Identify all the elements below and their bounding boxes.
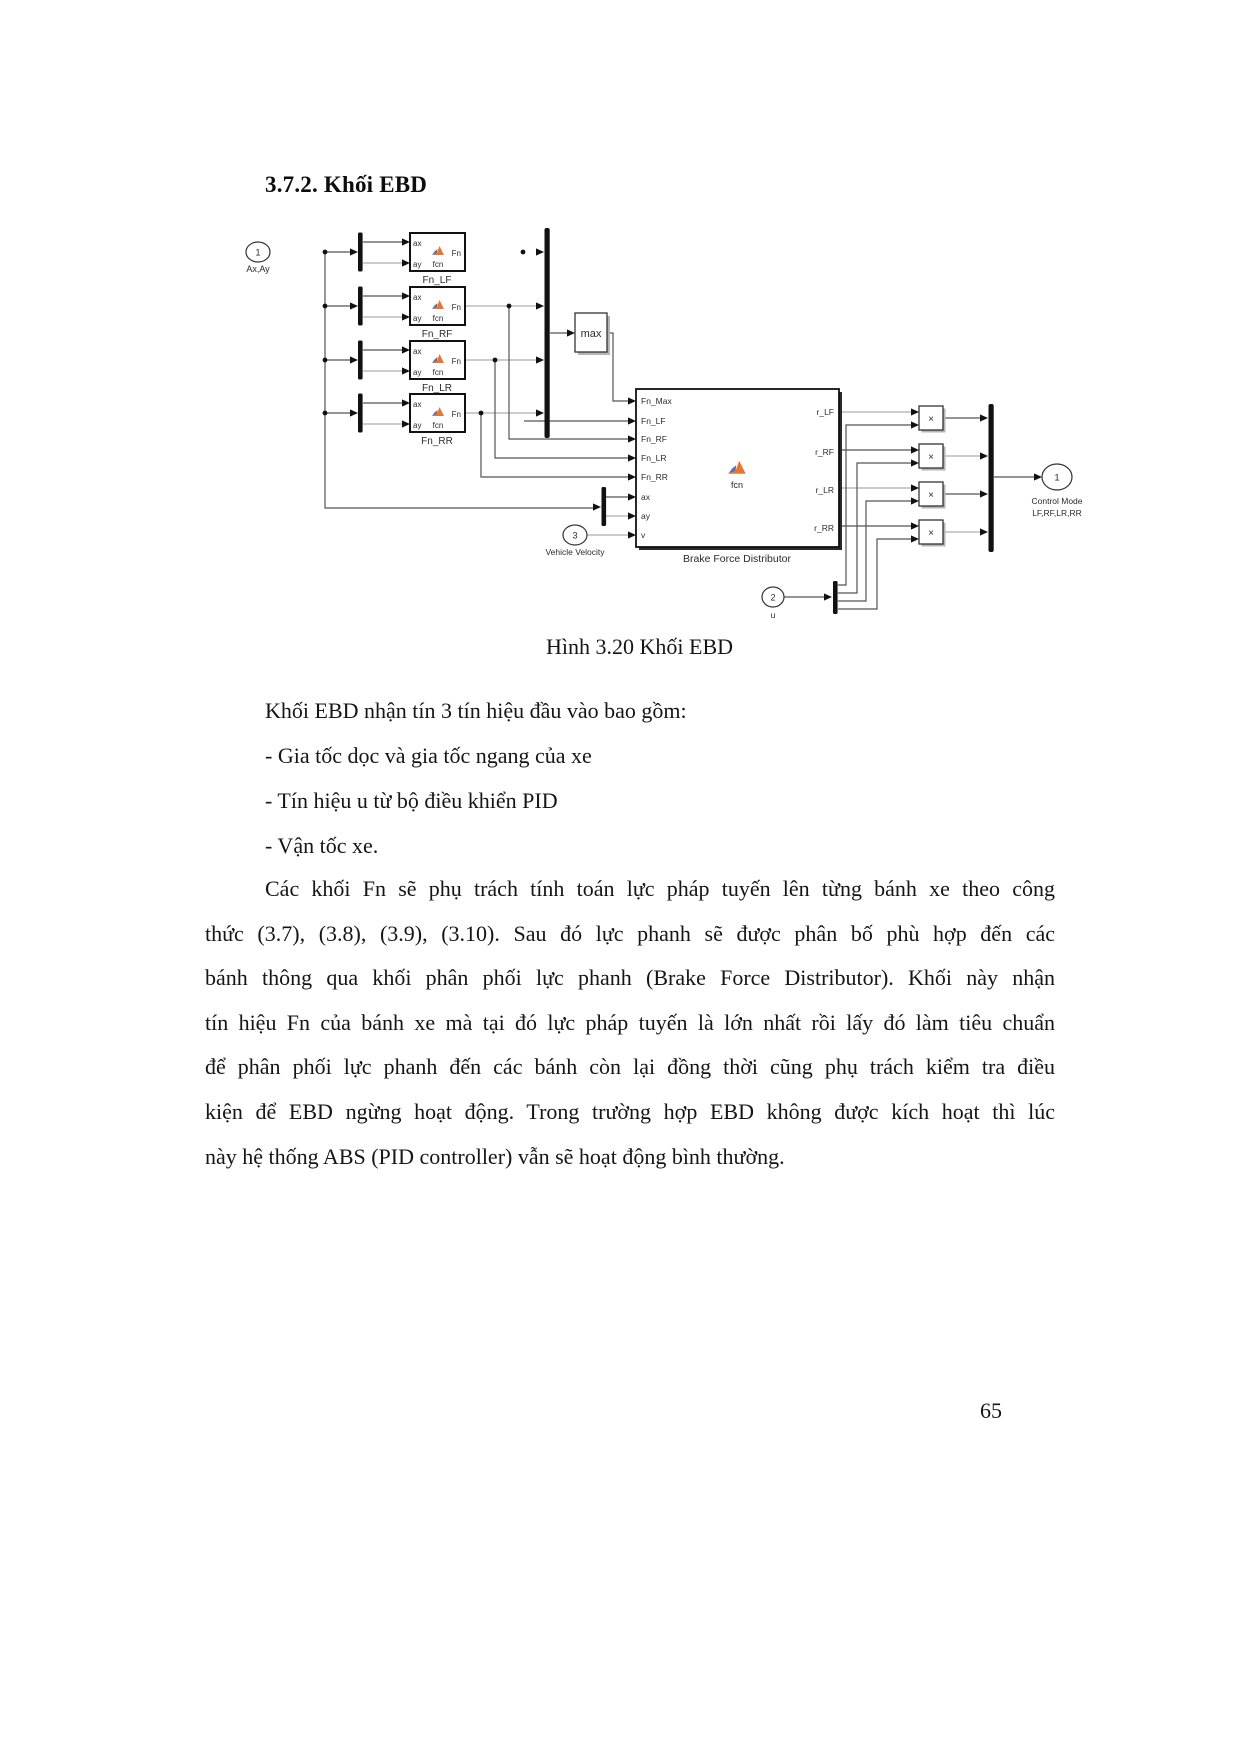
fcn-label: fcn <box>730 480 744 490</box>
fn-port-label: ay <box>413 260 422 269</box>
multiply-block <box>919 520 946 547</box>
multiply-label: × <box>928 452 934 463</box>
intro-block <box>205 688 1055 868</box>
fn-block-label: Fn_RR <box>421 436 453 447</box>
multiply-block <box>919 482 946 509</box>
fn-port-label: ax <box>413 347 422 356</box>
fn-lr-block <box>410 341 465 394</box>
bullet-line: - Vận tốc xe. <box>265 833 379 858</box>
bfd-output-label: r_RF <box>815 447 834 457</box>
demux-bars <box>358 233 363 433</box>
fn-rr-block <box>410 394 465 447</box>
main-paragraph <box>205 867 1055 1179</box>
outport1-label-line2: LF,RF,LR,RR <box>1032 508 1082 518</box>
paragraph-line: Khối EBD nhận tín 3 tín hiệu đầu vào bao gồm: <box>265 698 687 723</box>
inport3-label: Vehicle Velocity <box>545 547 605 557</box>
fcn-label: fcn <box>432 314 444 323</box>
fn-port-label: ax <box>413 400 422 409</box>
axay-demux-bar <box>602 487 607 526</box>
inport3-number: 3 <box>572 530 578 541</box>
u-demux-bar <box>833 581 838 614</box>
fn-port-label: Fn <box>451 410 461 419</box>
multiply-label: × <box>928 414 934 425</box>
multiply-label: × <box>928 528 934 539</box>
inport1-number: 1 <box>255 247 261 258</box>
bfd-input-label: Fn_RF <box>641 434 667 444</box>
figure-caption: Hình 3.20 Khối EBD <box>546 634 733 659</box>
fn-block-label: Fn_RF <box>421 329 453 340</box>
fn-lf-block <box>410 233 465 286</box>
mux-bar <box>545 228 550 438</box>
paragraph-line: kiện để EBD ngừng hoạt động. Trong trường hợp EBD không được kích hoạt thì lúc <box>205 1098 1055 1124</box>
bfd-output-label: r_LF <box>816 407 834 417</box>
paragraph-line: Các khối Fn sẽ phụ trách tính toán lực pháp tuyến lên từng bánh xe theo công <box>265 876 1055 901</box>
multiply-block <box>919 444 946 471</box>
fcn-label: fcn <box>432 260 444 269</box>
outport1-label-line1: Control Mode <box>1031 496 1083 506</box>
multiply-label: × <box>928 490 934 501</box>
max-block <box>575 313 610 355</box>
paragraph-line: tín hiệu Fn của bánh xe mà tại đó lực pháp tuyến là lớn nhất rồi lấy đó làm tiêu chuẩn <box>205 1009 1055 1035</box>
inport-u <box>762 587 784 620</box>
paragraph-line: thức (3.7), (3.8), (3.9), (3.10). Sau đó lực phanh sẽ được phân bố phù hợp đến các <box>205 920 1055 946</box>
fn-port-label: ay <box>413 368 422 377</box>
fn-rf-block <box>410 287 465 340</box>
fn-port-label: ax <box>413 239 422 248</box>
bullet-line: - Gia tốc dọc và gia tốc ngang của xe <box>265 743 592 768</box>
bfd-title: Brake Force Distributor <box>683 553 791 565</box>
simulink-diagram <box>0 0 1240 660</box>
bfd-output-label: r_LR <box>815 485 834 495</box>
bfd-input-label: ax <box>641 492 650 502</box>
inport2-number: 2 <box>770 592 776 603</box>
max-label: max <box>580 328 602 340</box>
brake-force-distributor-block <box>636 389 842 565</box>
fn-port-label: ax <box>413 293 422 302</box>
fn-port-label: ay <box>413 314 422 323</box>
paragraph-line: bánh thông qua khối phân phối lực phanh (Brake Force Distributor). Khối này nhận <box>205 965 1055 991</box>
bfd-input-label: Fn_LF <box>641 416 666 426</box>
page-number: 65 <box>980 1398 1002 1423</box>
section-heading: 3.7.2. Khối EBD <box>265 172 428 197</box>
outport1-number: 1 <box>1054 472 1060 484</box>
bfd-input-label: v <box>641 530 646 540</box>
inport-vehicle-velocity <box>545 525 605 557</box>
fn-port-label: Fn <box>451 249 461 258</box>
inport1-label: Ax,Ay <box>246 264 270 274</box>
bfd-input-label: Fn_Max <box>641 396 672 406</box>
paragraph-line: này hệ thống ABS (PID controller) vẫn sẽ hoạt động bình thường. <box>205 1143 785 1169</box>
bfd-input-label: Fn_RR <box>641 472 668 482</box>
multiply-block <box>919 406 946 433</box>
inport-ax-ay <box>246 242 270 274</box>
fn-block-label: Fn_LR <box>421 383 453 394</box>
simulink-diagram-figure <box>0 0 1240 660</box>
fn-block-label: Fn_LF <box>422 275 452 286</box>
output-mux-bar <box>989 404 994 552</box>
fcn-label: fcn <box>432 421 444 430</box>
outport-control-mode <box>1031 464 1082 518</box>
fn-port-label: Fn <box>451 357 461 366</box>
fcn-label: fcn <box>432 368 444 377</box>
bfd-input-label: ay <box>641 511 650 521</box>
paragraph-line: để phân phối lực phanh đến các bánh còn lại đồng thời cũng phụ trách kiểm tra điều <box>205 1054 1055 1080</box>
bfd-output-label: r_RR <box>814 523 834 533</box>
fn-port-label: ay <box>413 421 422 430</box>
bullet-line: - Tín hiệu u từ bộ điều khiển PID <box>265 788 558 813</box>
fn-port-label: Fn <box>451 303 461 312</box>
bfd-input-label: Fn_LR <box>641 453 667 463</box>
inport2-label: u <box>770 610 776 620</box>
